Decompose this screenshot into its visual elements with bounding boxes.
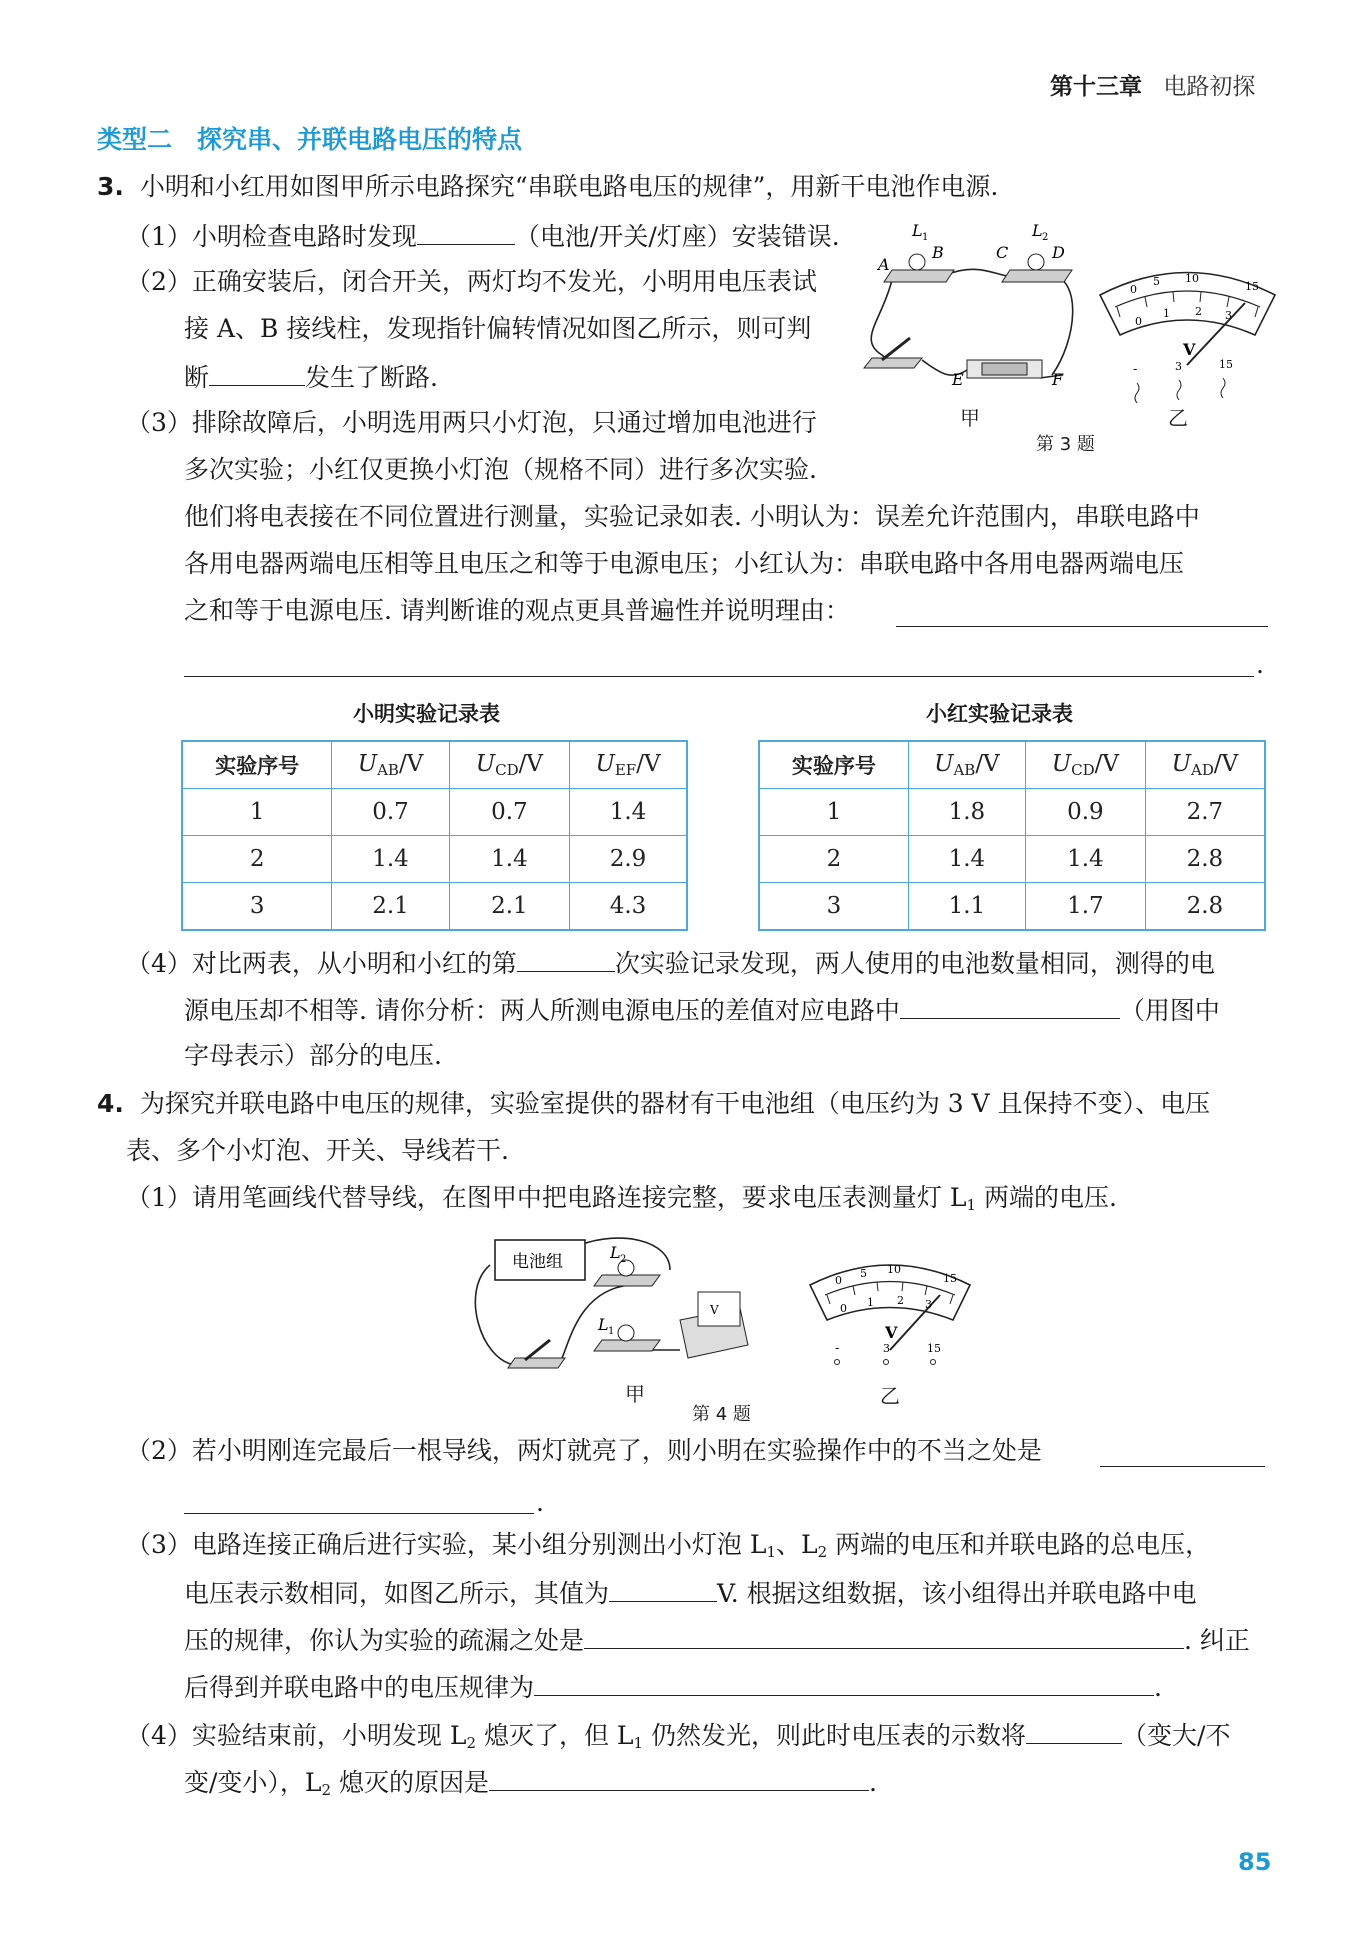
q4-scale-bottom-3: 3 bbox=[925, 1298, 932, 1311]
terminal-3: 3 bbox=[1175, 360, 1182, 373]
label-d: D bbox=[1052, 243, 1065, 262]
table-ming-title: 小明实验记录表 bbox=[353, 702, 500, 726]
table-header-row bbox=[182, 741, 687, 789]
q4-part4-text-b: 熄灭了，但 L bbox=[476, 1721, 634, 1750]
q4-part3-blank-2[interactable] bbox=[584, 1622, 1184, 1649]
table-cell: 1.1 bbox=[908, 883, 1025, 931]
q4-part4-blank-2[interactable] bbox=[489, 1764, 869, 1791]
q4-part3-text-b: 、L bbox=[776, 1530, 818, 1559]
scale-bottom-0: 0 bbox=[1135, 315, 1142, 328]
q4-part3-line1 bbox=[126, 1528, 1210, 1569]
q4-part2-blank-1[interactable] bbox=[1100, 1465, 1265, 1467]
q3-part2-line3 bbox=[184, 359, 438, 395]
q3-part4-text-c: 源电压却不相等. 请你分析：两人所测电源电压的差值对应电路中 bbox=[184, 996, 900, 1025]
table-header-cell: 实验序号 bbox=[182, 741, 332, 789]
q3-part1-text-b: （电池/开关/灯座）安装错误. bbox=[514, 222, 840, 251]
scale-bottom-1: 1 bbox=[1163, 307, 1170, 320]
q4-voltmeter-v-label: V bbox=[885, 1323, 898, 1342]
q4-terminal-minus: - bbox=[835, 1341, 840, 1356]
q3-part3-text-e: 之和等于电源电压. 请判断谁的观点更具普遍性并说明理由： bbox=[184, 596, 850, 625]
q3-part1-blank[interactable] bbox=[417, 218, 515, 245]
q4-part3-line2 bbox=[184, 1575, 1197, 1611]
q3-part2-text-b: 发生了断路. bbox=[305, 363, 438, 392]
q4-figure-a-label: 甲 bbox=[625, 1382, 645, 1406]
q4-part2-text: （2）若小明刚连完最后一根导线，两灯就亮了，则小明在实验操作中的不当之处是 bbox=[126, 1436, 1042, 1465]
scale-bottom-3: 3 bbox=[1225, 309, 1232, 322]
q3-part4-blank-1[interactable] bbox=[517, 945, 615, 972]
lamp-l2-icon bbox=[594, 1260, 660, 1286]
q3-part4-text-b: 次实验记录发现，两人使用的电池数量相同，测得的电 bbox=[614, 949, 1215, 978]
switch-icon bbox=[864, 338, 922, 368]
q4-scale-top-0: 0 bbox=[835, 1274, 842, 1287]
table-cell: 1.4 bbox=[908, 836, 1025, 883]
q3-figure-b-label: 乙 bbox=[1168, 406, 1188, 430]
q4-stem-line2: 表、多个小灯泡、开关、导线若干. bbox=[126, 1136, 509, 1165]
q3-stem: 小明和小红用如图甲所示电路探究“串联电路电压的规律”，用新干电池作电源. bbox=[139, 172, 999, 201]
q4-scale-bottom-1: 1 bbox=[867, 1296, 874, 1309]
label-l2: L bbox=[1032, 221, 1043, 240]
q3-part2-line2: 接 A、B 接线柱，发现指针偏转情况如图乙所示，则可判 bbox=[184, 314, 812, 343]
q4-part1-end: 两端的电压. bbox=[976, 1183, 1117, 1212]
q3-part4-line2 bbox=[184, 992, 1220, 1028]
terminal-minus: - bbox=[1133, 362, 1138, 377]
table-cell: 2 bbox=[759, 836, 908, 883]
q4-device-v: V bbox=[710, 1303, 719, 1317]
table-cell: 3 bbox=[182, 883, 332, 931]
q4-part1-text: （1）请用笔画线代替导线，在图甲中把电路连接完整，要求电压表测量灯 L bbox=[126, 1183, 967, 1212]
chapter-number: 第十三章 bbox=[1050, 74, 1142, 100]
q3-stem-line bbox=[97, 170, 998, 204]
table-cell: 1 bbox=[182, 789, 332, 836]
q4-part4-text-c: 仍然发光，则此时电压表的示数将 bbox=[643, 1721, 1027, 1750]
terminal-15: 15 bbox=[1219, 358, 1233, 371]
q4-part2-period: . bbox=[536, 1488, 544, 1517]
label-e: E bbox=[952, 370, 964, 389]
q4-part4-sub-1: 2 bbox=[466, 1734, 477, 1752]
q4-part4-text-d: （变大/不 bbox=[1122, 1721, 1231, 1750]
q4-scale-bottom-0: 0 bbox=[840, 1302, 847, 1315]
label-f: F bbox=[1052, 370, 1064, 389]
chapter-title: 电路初探 bbox=[1163, 74, 1256, 100]
label-l1-sub: 1 bbox=[922, 232, 929, 243]
table-cell: 3 bbox=[759, 883, 908, 931]
q3-part3-line3: 他们将电表接在不同位置进行测量，实验记录如表. 小明认为：误差允许范围内，串联电路中 bbox=[184, 502, 1200, 531]
q4-part1 bbox=[126, 1181, 1117, 1222]
q4-scale-top-10: 10 bbox=[887, 1263, 901, 1276]
q4-part3-text-d: 电压表示数相同，如图乙所示，其值为 bbox=[184, 1579, 610, 1608]
q4-part3-text-e: V. 根据这组数据，该小组得出并联电路中电 bbox=[717, 1579, 1197, 1608]
table-header-cell: $U_{AB}/V$ bbox=[332, 741, 449, 789]
q3-part2-text-a: 断 bbox=[184, 363, 210, 392]
table-cell: 2 bbox=[182, 836, 332, 883]
q4-part3-line4 bbox=[184, 1669, 1162, 1705]
table-cell: 2.1 bbox=[332, 883, 449, 931]
label-a: A bbox=[878, 255, 890, 274]
table-cell: 2.7 bbox=[1145, 789, 1265, 836]
q4-part4-blank-1[interactable] bbox=[1026, 1717, 1122, 1744]
q3-part3-blank-2[interactable] bbox=[184, 675, 1254, 677]
table-header-cell: $U_{AD}/V$ bbox=[1145, 741, 1265, 789]
q4-part3-blank-3[interactable] bbox=[534, 1669, 1154, 1696]
battery-label: 电池组 bbox=[512, 1252, 563, 1272]
table-header-cell: $U_{EF}/V$ bbox=[570, 741, 687, 789]
label-l2-sub: 2 bbox=[1042, 232, 1049, 243]
q3-part3-line4: 各用电器两端电压相等且电压之和等于电源电压；小红认为：串联电路中各用电器两端电压 bbox=[184, 549, 1185, 578]
page-number: 85 bbox=[1238, 1848, 1272, 1876]
scale-top-5: 5 bbox=[1153, 275, 1160, 288]
table-cell: 1.4 bbox=[570, 789, 687, 836]
q4-part2-blank-2[interactable] bbox=[184, 1512, 534, 1514]
table-cell: 2.8 bbox=[1145, 836, 1265, 883]
q4-part3-text-c: 两端的电压和并联电路的总电压， bbox=[827, 1530, 1211, 1559]
q4-part3-sub-1: 1 bbox=[766, 1543, 777, 1561]
q3-number: 3. bbox=[97, 172, 124, 201]
voltmeter-device-icon bbox=[680, 1292, 748, 1358]
table-cell: 1.8 bbox=[908, 789, 1025, 836]
table-cell: 1 bbox=[759, 789, 908, 836]
q4-number: 4. bbox=[97, 1089, 124, 1118]
q3-part2-line1: （2）正确安装后，闭合开关，两灯均不发光，小明用电压表试 bbox=[126, 267, 817, 296]
q4-label-l1: L bbox=[598, 1315, 609, 1334]
switch-icon bbox=[508, 1340, 565, 1368]
q3-part3-line2: 多次实验；小红仅更换小灯泡（规格不同）进行多次实验. bbox=[184, 455, 817, 484]
table-cell: 0.7 bbox=[332, 789, 449, 836]
q4-part4-line1 bbox=[126, 1717, 1230, 1760]
table-header-cell: $U_{CD}/V$ bbox=[449, 741, 569, 789]
table-ming bbox=[181, 740, 688, 931]
q3-part1-text-a: （1）小明检查电路时发现 bbox=[126, 222, 417, 251]
voltmeter-v-label: V bbox=[1183, 340, 1196, 359]
q3-part3-period: . bbox=[1256, 650, 1264, 679]
q4-part4-sub-3: 2 bbox=[321, 1781, 332, 1799]
q4-stem-1: 为探究并联电路中电压的规律，实验室提供的器材有干电池组（电压约为 3 V 且保持不变）、电压 bbox=[139, 1089, 1211, 1118]
q4-terminal-15: 15 bbox=[927, 1342, 941, 1355]
q3-part3-line1: （3）排除故障后，小明选用两只小灯泡，只通过增加电池进行 bbox=[126, 408, 817, 437]
table-cell: 1.4 bbox=[1025, 836, 1145, 883]
q4-label-l2-sub: 2 bbox=[620, 1254, 627, 1265]
q3-part4-line1 bbox=[126, 945, 1215, 981]
chapter-header bbox=[1050, 68, 1255, 101]
q4-scale-top-5: 5 bbox=[860, 1267, 867, 1280]
q4-part4-text-a: （4）实验结束前，小明发现 L bbox=[126, 1721, 467, 1750]
q3-part3-blank-1[interactable] bbox=[896, 625, 1268, 627]
q4-figure-circuit bbox=[470, 1230, 760, 1390]
table-header-cell: 实验序号 bbox=[759, 741, 908, 789]
q4-part4-line2 bbox=[184, 1764, 877, 1807]
q3-part4-text-a: （4）对比两表，从小明和小红的第 bbox=[126, 949, 517, 978]
q4-part2-line1 bbox=[126, 1434, 1042, 1468]
q3-figure-a-label: 甲 bbox=[960, 406, 980, 430]
table-header-row bbox=[759, 741, 1265, 789]
q3-part4-line3: 字母表示）部分的电压. bbox=[184, 1041, 442, 1070]
section-title: 类型二 探究串、并联电路电压的特点 bbox=[97, 125, 523, 154]
q4-part4-text-g: . bbox=[869, 1768, 877, 1797]
q4-part3-text-g: . 纠正 bbox=[1184, 1626, 1250, 1655]
q4-part4-text-f: 熄灭的原因是 bbox=[331, 1768, 490, 1797]
q4-part3-text-f: 压的规律，你认为实验的疏漏之处是 bbox=[184, 1626, 585, 1655]
q3-part4-blank-2[interactable] bbox=[900, 992, 1120, 1019]
table-cell: 2.1 bbox=[449, 883, 569, 931]
table-hong bbox=[758, 740, 1266, 931]
table-header-cell: $U_{AB}/V$ bbox=[908, 741, 1025, 789]
q4-figure-b-label: 乙 bbox=[880, 1384, 900, 1408]
q4-terminal-3: 3 bbox=[883, 1342, 890, 1355]
scale-top-15: 15 bbox=[1245, 280, 1259, 293]
table-row bbox=[182, 789, 687, 836]
table-header-cell: $U_{CD}/V$ bbox=[1025, 741, 1145, 789]
q4-part3-blank-1[interactable] bbox=[609, 1575, 717, 1602]
q4-figure-caption: 第 4 题 bbox=[692, 1404, 751, 1425]
q3-figure-circuit bbox=[862, 220, 1080, 430]
label-c: C bbox=[996, 243, 1009, 262]
q4-part1-sub: 1 bbox=[966, 1196, 977, 1214]
table-cell: 1.7 bbox=[1025, 883, 1145, 931]
table-cell: 0.7 bbox=[449, 789, 569, 836]
q3-part1 bbox=[126, 218, 840, 254]
q3-part4-text-d: （用图中 bbox=[1119, 996, 1220, 1025]
q4-scale-top-15: 15 bbox=[943, 1272, 957, 1285]
table-hong-title: 小红实验记录表 bbox=[926, 702, 1073, 726]
q3-part2-blank[interactable] bbox=[209, 359, 305, 386]
q3-figure-caption: 第 3 题 bbox=[1036, 434, 1095, 455]
table-cell: 2.8 bbox=[1145, 883, 1265, 931]
q4-part3-line3 bbox=[184, 1622, 1250, 1658]
q4-stem-line1 bbox=[97, 1087, 1210, 1121]
battery-icon bbox=[967, 360, 1042, 378]
label-l1: L bbox=[912, 221, 923, 240]
scale-top-10: 10 bbox=[1185, 272, 1199, 285]
table-cell: 1.4 bbox=[332, 836, 449, 883]
q4-part3-text-h: 后得到并联电路中的电压规律为 bbox=[184, 1673, 535, 1702]
table-cell: 0.9 bbox=[1025, 789, 1145, 836]
q4-label-l1-sub: 1 bbox=[608, 1326, 615, 1337]
q4-part3-text-i: . bbox=[1154, 1673, 1162, 1702]
table-cell: 1.4 bbox=[449, 836, 569, 883]
scale-top-0: 0 bbox=[1130, 283, 1137, 296]
q4-part4-sub-2: 1 bbox=[633, 1734, 644, 1752]
q4-part3-text-a: （3）电路连接正确后进行实验，某小组分别测出小灯泡 L bbox=[126, 1530, 767, 1559]
table-row bbox=[759, 883, 1265, 931]
table-row bbox=[182, 836, 687, 883]
table-row bbox=[182, 883, 687, 931]
q3-part3-line5 bbox=[184, 594, 850, 628]
table-cell: 2.9 bbox=[570, 836, 687, 883]
q4-part3-sub-2: 2 bbox=[817, 1543, 828, 1561]
table-cell: 4.3 bbox=[570, 883, 687, 931]
scale-bottom-2: 2 bbox=[1195, 305, 1202, 318]
q4-label-l2: L bbox=[610, 1243, 621, 1262]
q4-scale-bottom-2: 2 bbox=[897, 1294, 904, 1307]
q4-figure-voltmeter bbox=[805, 1250, 975, 1370]
label-b: B bbox=[932, 243, 944, 262]
table-row bbox=[759, 836, 1265, 883]
q4-part4-text-e: 变/变小），L bbox=[184, 1768, 322, 1797]
table-row bbox=[759, 789, 1265, 836]
